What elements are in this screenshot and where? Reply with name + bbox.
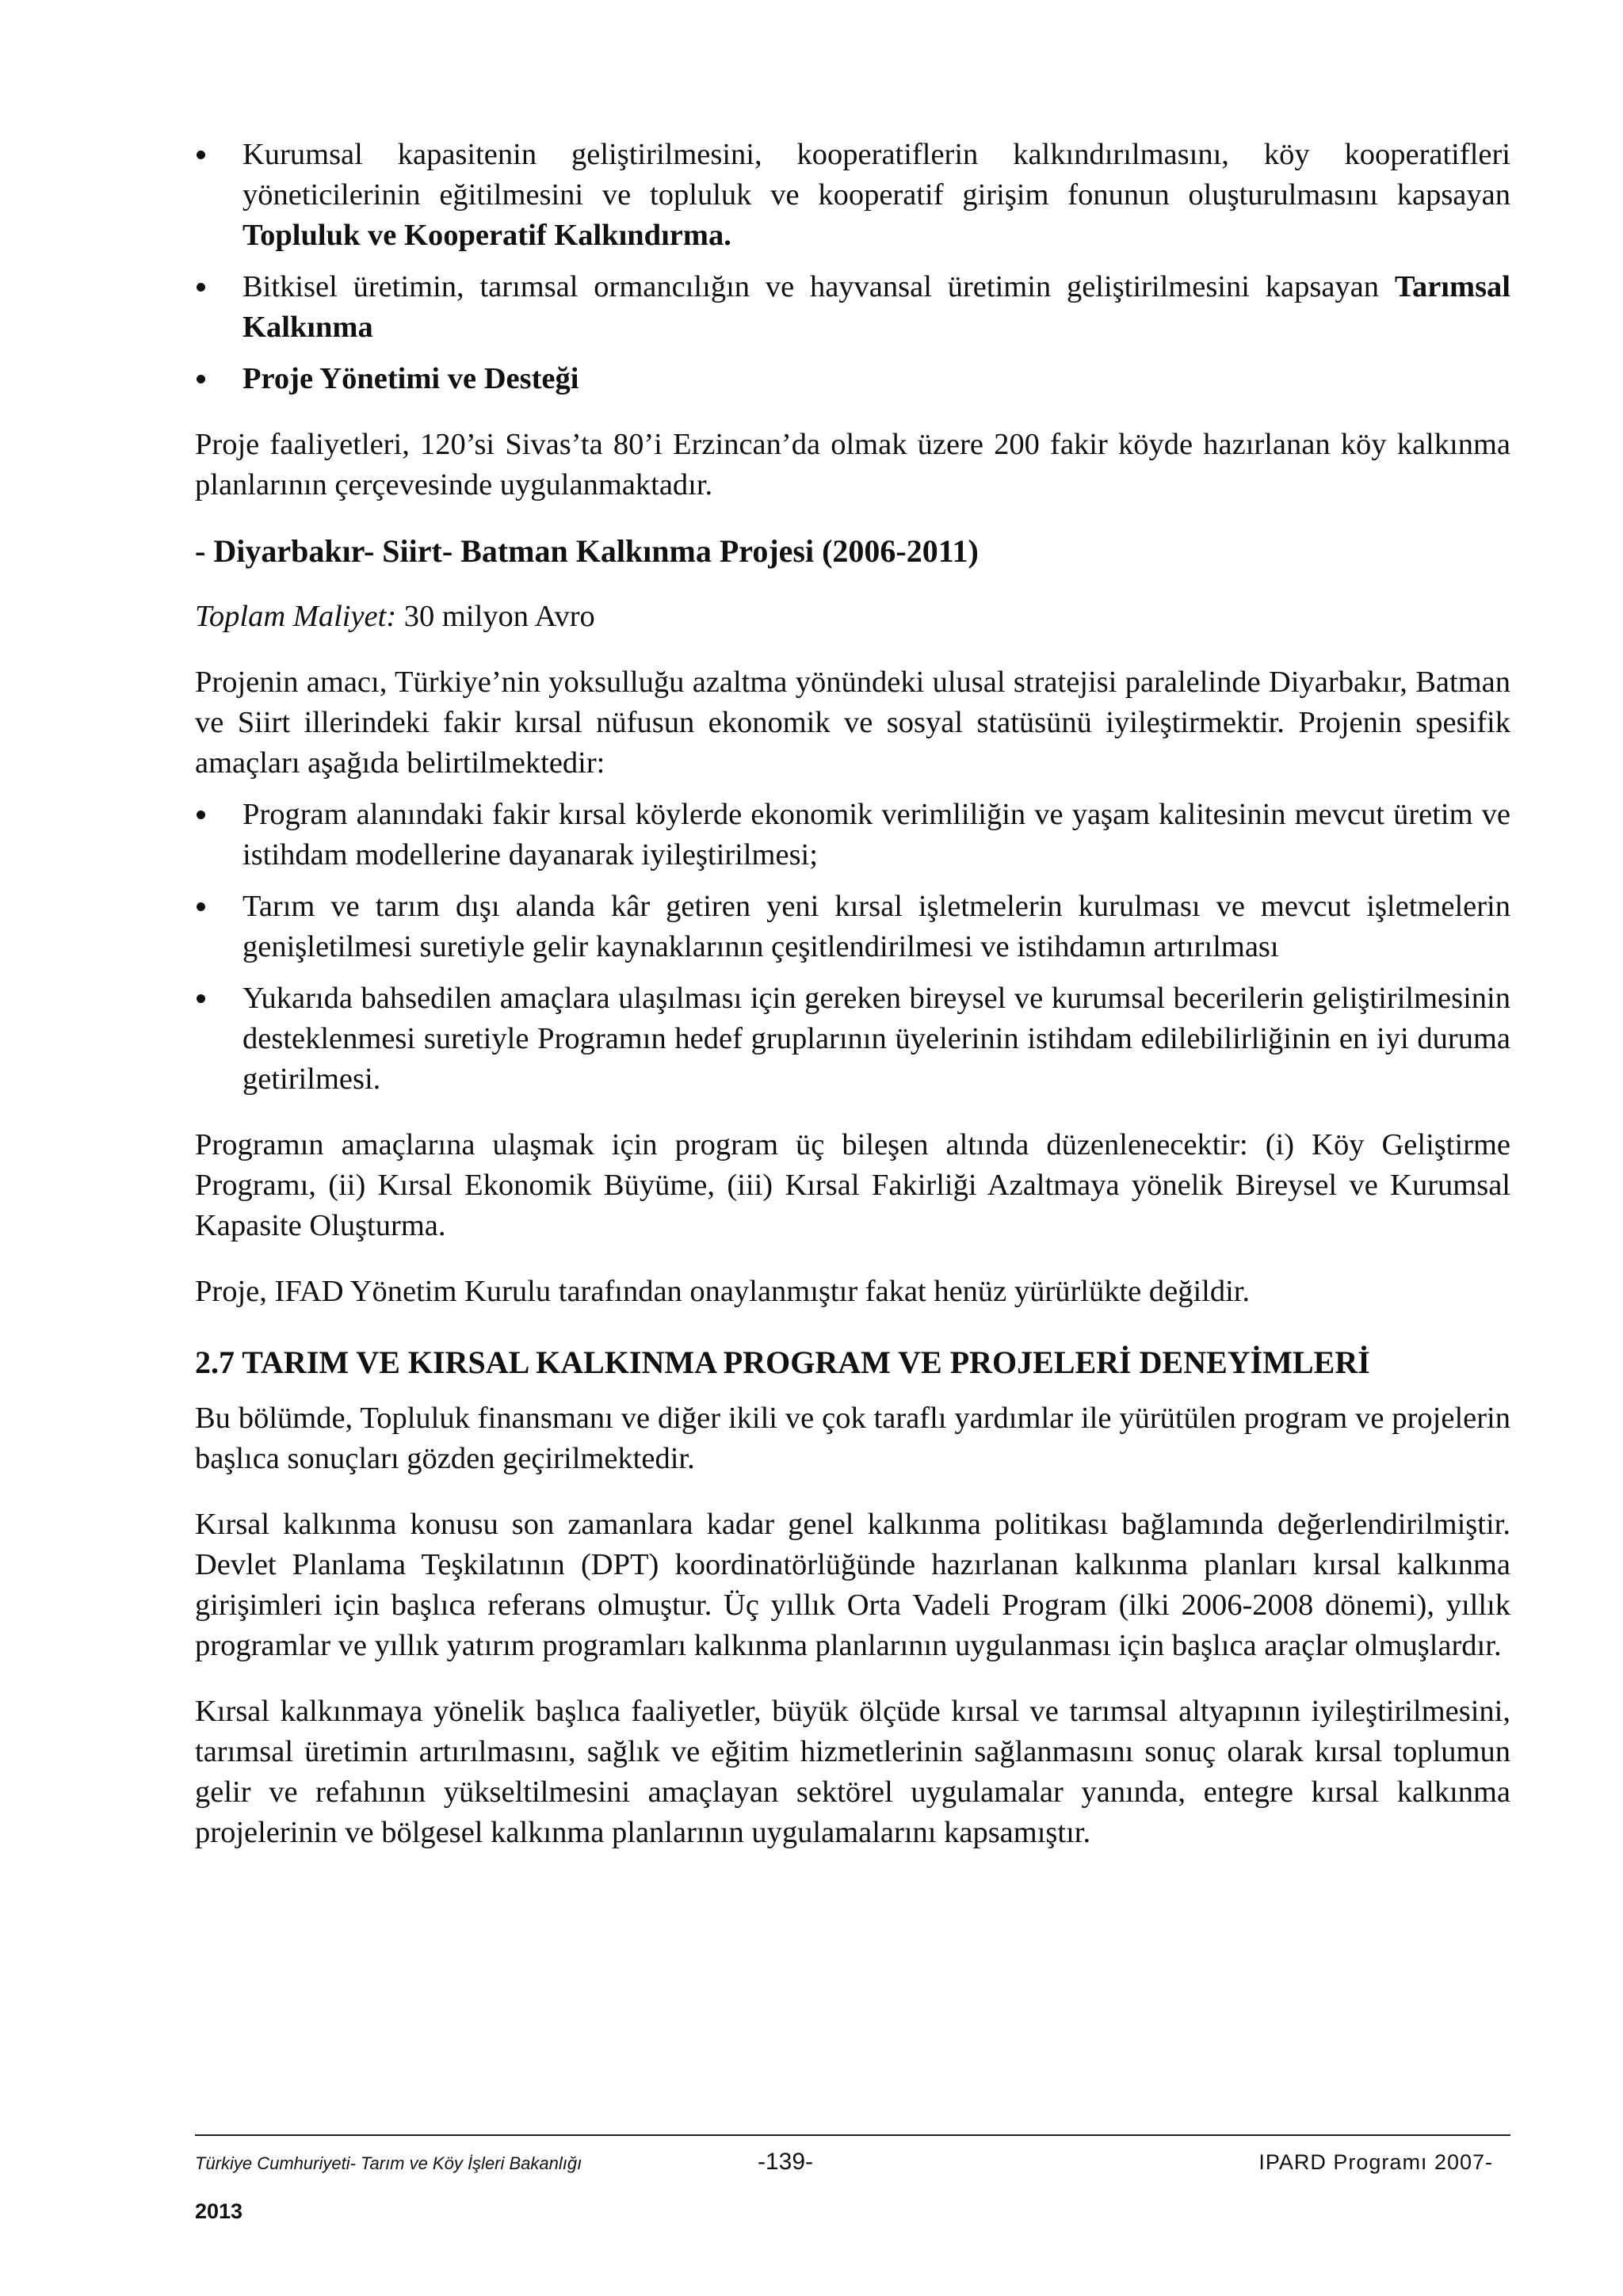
bullet-icon — [197, 902, 205, 911]
bullet-icon — [197, 283, 205, 292]
paragraph-components: Programın amaçlarına ulaşmak için program üç bileşen altında düzenlenecektir: (i) Köy Geliştirme Programı, (ii) Kırsal Ekonomik Büyüme, (iii) Kırsal Fakirliği Azaltmaya yönelik Bireysel ve Kurumsal Kapasite Oluşturma. — [195, 1128, 1510, 1242]
list-item — [195, 359, 1510, 399]
paragraph-rural-activities: Kırsal kalkınmaya yönelik başlıca faaliyetler, büyük ölçüde kırsal ve tarımsal altyapının iyileştirilmesini, tarımsal üretimin artırılmasını, sağlık ve eğitim hizmetlerinin sağlanmasını sonuç olarak kırsal toplumun gelir ve refahının yükseltilmesini amaçlayan sektörel uygulamalar yanında, entegre kırsal kalkınma projelerinin ve bölgesel kalkınma planlarının uygulamalarını kapsamıştır. — [195, 1695, 1510, 1849]
bullet-icon — [197, 375, 205, 383]
bold-phrase: Proje Yönetimi ve Desteği — [242, 362, 579, 395]
footer-program: IPARD Programı 2007- — [1258, 2150, 1493, 2174]
list-item: Bitkisel üretimin, tarımsal ormancılığın ve hayvansal üretimin geliştirilmesini kapsayan Tarımsal Kalkınma — [195, 267, 1510, 348]
bullet-icon — [197, 151, 205, 159]
section-heading: 2.7 TARIM VE KIRSAL KALKINMA PROGRAM VE PROJELERİ DENEYİMLERİ — [195, 1344, 1370, 1380]
footer-year: 2013 — [195, 2199, 243, 2223]
paragraph-approval: Proje, IFAD Yönetim Kurulu tarafından onaylanmıştır fakat henüz yürürlükte değildir. — [195, 1275, 1251, 1308]
intro-bullet-list — [195, 135, 1510, 399]
footer-divider — [195, 2134, 1510, 2136]
list-item: Tarım ve tarım dışı alanda kâr getiren yeni kırsal işletmelerin kurulması ve mevcut işletmelerin genişletilmesi suretiyle gelir kaynaklarının çeşitlendirilmesi ve istihdamın artırılması — [195, 887, 1510, 967]
list-item: Yukarıda bahsedilen amaçlara ulaşılması için gereken bireysel ve kurumsal becerilerin geliştirilmesinin desteklenmesi suretiyle Programın hedef gruplarının üyelerinin istihdam edilebilirliğinin en iyi duruma getirilmesi. — [195, 978, 1510, 1100]
bullet-icon — [197, 810, 205, 819]
project-heading: - Diyarbakır- Siirt- Batman Kalkınma Projesi (2006-2011) — [195, 533, 979, 569]
cost-label: Toplam Maliyet: — [195, 600, 397, 633]
paragraph-activities: Proje faaliyetleri, 120’si Sivas’ta 80’i Erzincan’da olmak üzere 200 fakir köyde hazırlanan köy kalkınma planlarının çerçevesinde uygulanmaktadır. — [195, 428, 1510, 502]
cost-line — [195, 597, 1510, 637]
list-item: Program alanındaki fakir kırsal köylerde ekonomik verimliliğin ve yaşam kalitesinin mevcut üretim ve istihdam modellerine dayanarak iyileştirilmesi; — [195, 795, 1510, 875]
cost-value: 30 milyon Avro — [403, 600, 595, 633]
aim-bullet-list — [195, 795, 1510, 1100]
paragraph-aim: Projenin amacı, Türkiye’nin yoksulluğu azaltma yönündeki ulusal stratejisi paralelinde Diyarbakır, Batman ve Siirt illerindeki fakir kırsal nüfusun ekonomik ve sosyal statüsünü iyileştirmektir. Projenin spesifik amaçları aşağıda belirtilmektedir: — [195, 666, 1510, 780]
footer-ministry: Türkiye Cumhuriyeti- Tarım ve Köy İşleri Bakanlığı — [195, 2153, 582, 2173]
paragraph-section-intro: Bu bölümde, Topluluk finansmanı ve diğer ikili ve çok taraflı yardımlar ile yürütülen program ve projelerin başlıca sonuçları gözden geçirilmektedir. — [195, 1402, 1510, 1475]
bold-phrase: Topluluk ve Kooperatif Kalkındırma. — [242, 219, 731, 252]
paragraph-planning: Kırsal kalkınma konusu son zamanlara kadar genel kalkınma politikası bağlamında değerlendirilmiştir. Devlet Planlama Teşkilatının (DPT) koordinatörlüğünde hazırlanan kalkınma planları kırsal kalkınma girişimleri için başlıca referans olmuştur. Üç yıllık Orta Vadeli Program (ilki 2006-2008 dönemi), yıllık programlar ve yıllık yatırım programları kalkınma planlarının uygulanması için başlıca araçlar olmuşlardır. — [195, 1508, 1510, 1662]
page-content — [195, 135, 1510, 1853]
bullet-icon — [197, 994, 205, 1003]
page-number: -139- — [758, 2149, 814, 2175]
list-item: Kurumsal kapasitenin geliştirilmesini, kooperatiflerin kalkındırılmasını, köy kooperatifleri yöneticilerinin eğitilmesini ve topluluk ve kooperatif girişim fonunun oluşturulmasını kapsayan Topluluk ve Kooperatif Kalkındırma. — [195, 135, 1510, 256]
bold-phrase: Tarımsal Kalkınma — [242, 270, 1510, 344]
